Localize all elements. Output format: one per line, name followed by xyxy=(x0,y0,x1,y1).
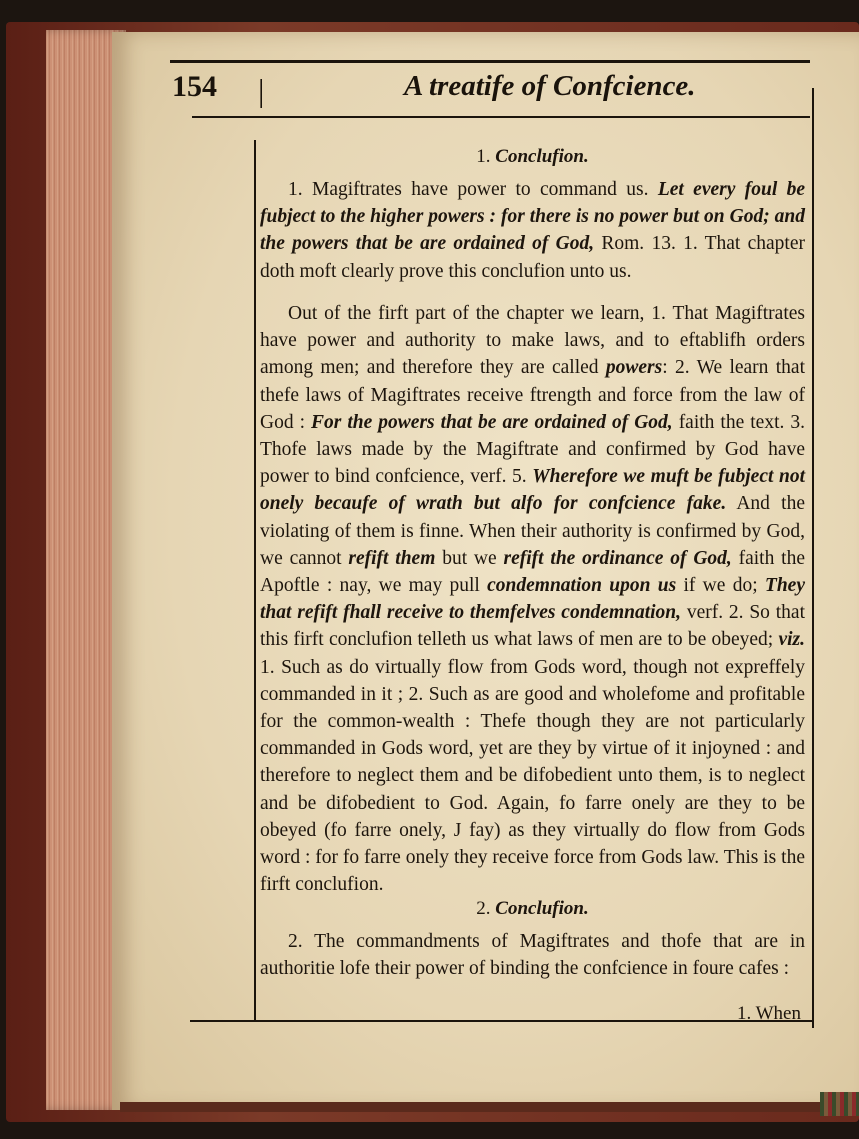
left-frame-rule xyxy=(254,140,256,1020)
text-run: And the violating of them is finne. When their authority is confirmed by God, we cannot xyxy=(260,493,805,569)
paragraph-1 xyxy=(260,176,805,285)
paragraph-3: 2. The commandments of Magiftrates and thofe that are in authoritie lofe their power of binding the confcience in foure cafes : xyxy=(260,931,805,980)
bookmark-ribbon xyxy=(820,1092,859,1116)
text-run: faith the Apoftle : nay, we may pull xyxy=(260,547,805,597)
header-rule xyxy=(192,116,810,118)
italic-run: condemnation upon us xyxy=(487,575,677,597)
italic-run: Let every foul be fubject to the higher powers : for there is no power but on God; and the powers that be are ordained of God, xyxy=(260,179,806,255)
italic-run: powers xyxy=(605,357,663,379)
bottom-rule xyxy=(190,1020,812,1022)
italic-run: Wherefore we muft be fubject not onely becaufe of wrath but alfo for confcience fake. xyxy=(260,466,805,515)
top-rule xyxy=(170,60,810,63)
italic-run: They that refift fhall receive to themfelves condemnation, xyxy=(260,575,805,624)
text-run: if we do; xyxy=(676,575,765,597)
text-run: Out of the firft part of the chapter we learn, 1. That Magiftrates have power and authority to make laws, and to eftablifh orders among men; and therefore they are called xyxy=(260,303,805,379)
header-divider: | xyxy=(258,72,265,108)
paragraph-2 xyxy=(260,300,805,898)
right-frame-rule xyxy=(812,88,814,1028)
book-bottom-edge xyxy=(120,1102,859,1112)
italic-run: viz. xyxy=(778,629,805,651)
italic-run: For the powers that be are ordained of God, xyxy=(311,411,673,433)
catchword: 1. When xyxy=(736,1003,801,1024)
running-title: A treatife of Confcience. xyxy=(404,70,696,102)
text-run: verf. 2. So that this firft conclufion telleth us what laws of men are to be obeyed; xyxy=(260,602,805,651)
text-run: : 2. We learn that thefe laws of Magiftrates receive ftrength and force from the law of God : xyxy=(260,357,805,433)
page-number: 154 xyxy=(172,70,217,103)
text-run: Rom. 13. 1. That chapter doth moft clearly prove this conclufion unto us. xyxy=(260,233,805,282)
text-run: 1. Magiftrates have power to command us. xyxy=(288,179,658,200)
text-run: faith the text. 3. Thofe laws made by the Magiftrate and confirmed by God have power to bind confcience, verf. 5. xyxy=(260,411,805,488)
text-run: 1. Such as do virtually flow from Gods word, though not expreffely commanded in it ; 2. Such as are good and wholefome and profitable for the common-wealth : Thefe though they are not particularly commanded in Gods word, yet are they by virtue of it injoyned : and therefore to neglect them and be difobedient unto them, is to neglect and be difobedient to God. Again, fo farre onely are they to be obeyed (fo farre onely, J fay) as they virtually do flow from Gods word : for fo farre onely they receive force from Gods law. This is the firft conclufion. xyxy=(260,656,805,896)
italic-run: refift the ordinance of God, xyxy=(503,547,732,569)
section-heading-1: 1. Conclufion. xyxy=(476,146,589,167)
text-run: but we xyxy=(435,547,504,569)
section-heading-2: 2. Conclufion. xyxy=(476,898,589,919)
italic-run: refift them xyxy=(348,547,436,569)
